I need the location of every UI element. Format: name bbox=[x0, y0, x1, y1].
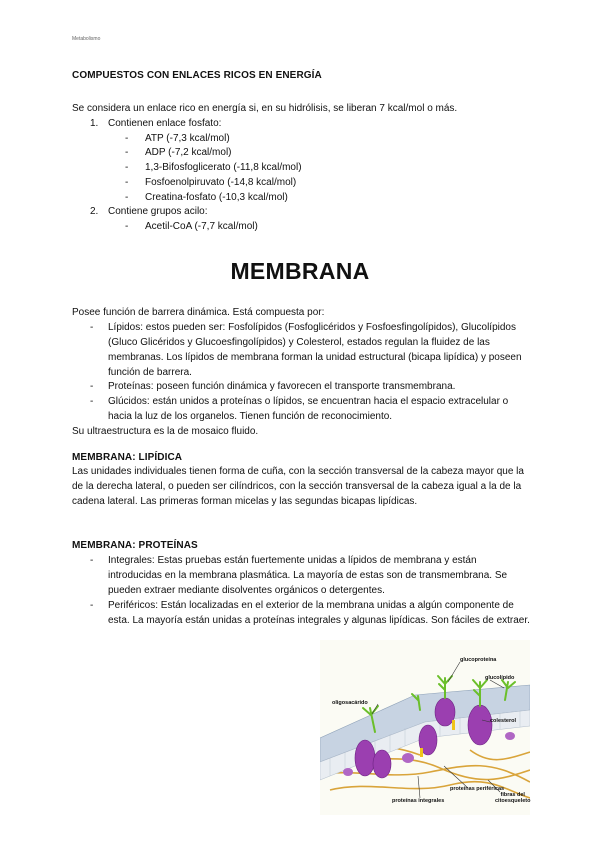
numbered-item: 2. Contiene grupos acilo: bbox=[90, 206, 208, 217]
section-heading-proteinas: MEMBRANA: PROTEÍNAS bbox=[72, 540, 198, 551]
section-heading-compuestos: COMPUESTOS CON ENLACES RICOS EN ENERGÍA bbox=[72, 70, 322, 81]
sub-item: - ATP (-7,3 kcal/mol) bbox=[125, 133, 230, 144]
label-oligosacarido: oligosacárido bbox=[332, 700, 368, 706]
sub-item: - Acetil-CoA (-7,7 kcal/mol) bbox=[125, 221, 258, 232]
section-heading-lipidica: MEMBRANA: LIPÍDICA bbox=[72, 452, 183, 463]
label-fibras: fibras del citoesqueleto bbox=[495, 792, 531, 804]
label-perifericas: proteínas periféricas bbox=[450, 786, 505, 792]
sub-item: - Creatina-fosfato (-10,3 kcal/mol) bbox=[125, 192, 288, 203]
membrana-outro: Su ultraestructura es la de mosaico fluido. bbox=[72, 426, 259, 437]
label-integrales: proteínas integrales bbox=[392, 798, 445, 804]
bullet-item: - Integrales: Estas pruebas están fuertemente unidas a lípidos de membrana y están introducidas en la membrana plasmática. La mayoría de estas son de transmembrana. Se pueden extraer mediante disolventes orgánicos o detergentes. bbox=[90, 555, 508, 596]
membrana-intro: Posee función de barrera dinámica. Está compuesta por: bbox=[72, 307, 325, 318]
label-glucolipido: glucolípido bbox=[485, 675, 515, 681]
header-tag: Metabolismo bbox=[72, 36, 101, 42]
membrane-diagram bbox=[320, 640, 530, 815]
section-intro: Se considera un enlace rico en energía si, en su hidrólisis, se liberan 7 kcal/mol o más. bbox=[72, 103, 458, 114]
sub-item: - ADP (-7,2 kcal/mol) bbox=[125, 147, 232, 158]
label-glucoproteina: glucoproteína bbox=[460, 657, 497, 663]
lipidica-text: Las unidades individuales tienen forma de cuña, con la sección transversal de la cabeza mayor que la de la derecha lateral, o pueden ser cilíndricos, con la sección transversal de la cabeza igual a la de la cadena lateral. Las primeras forman micelas y las segundas bicapas lipídicas. bbox=[72, 466, 524, 507]
bullet-item: - Proteínas: poseen función dinámica y favorecen el transporte transmembrana. bbox=[90, 381, 456, 392]
numbered-item: 1. Contienen enlace fosfato: bbox=[90, 118, 222, 129]
sub-item: - Fosfoenolpiruvato (-14,8 kcal/mol) bbox=[125, 177, 297, 188]
sub-item: - 1,3-Bifosfoglicerato (-11,8 kcal/mol) bbox=[125, 162, 302, 173]
bullet-item: - Periféricos: Están localizadas en el exterior de la membrana unidas a algún componente de esta. La mayoría están unidas a proteínas integrales y algunas lipídicas. Son fáciles de extraer. bbox=[90, 600, 530, 626]
label-colesterol: colesterol bbox=[490, 718, 516, 724]
page-title: MEMBRANA bbox=[230, 258, 370, 284]
bullet-item: - Glúcidos: están unidos a proteínas o lípidos, se encuentran hacia el espacio extracelular o hacia la luz de los organelos. Tienen función de reconocimiento. bbox=[90, 396, 509, 422]
bullet-item: - Lípidos: estos pueden ser: Fosfolípidos (Fosfoglicéridos y Fosfoesfingolípidos), Glucolípidos (Gluco Glicéridos y Glucoesfingolípidos) y Colesterol, estados regulan la fluidez de las membranas. Los lípidos de membrana forman la unidad estructural (bicapa lipídica) y poseen función de barrera. bbox=[90, 322, 522, 378]
